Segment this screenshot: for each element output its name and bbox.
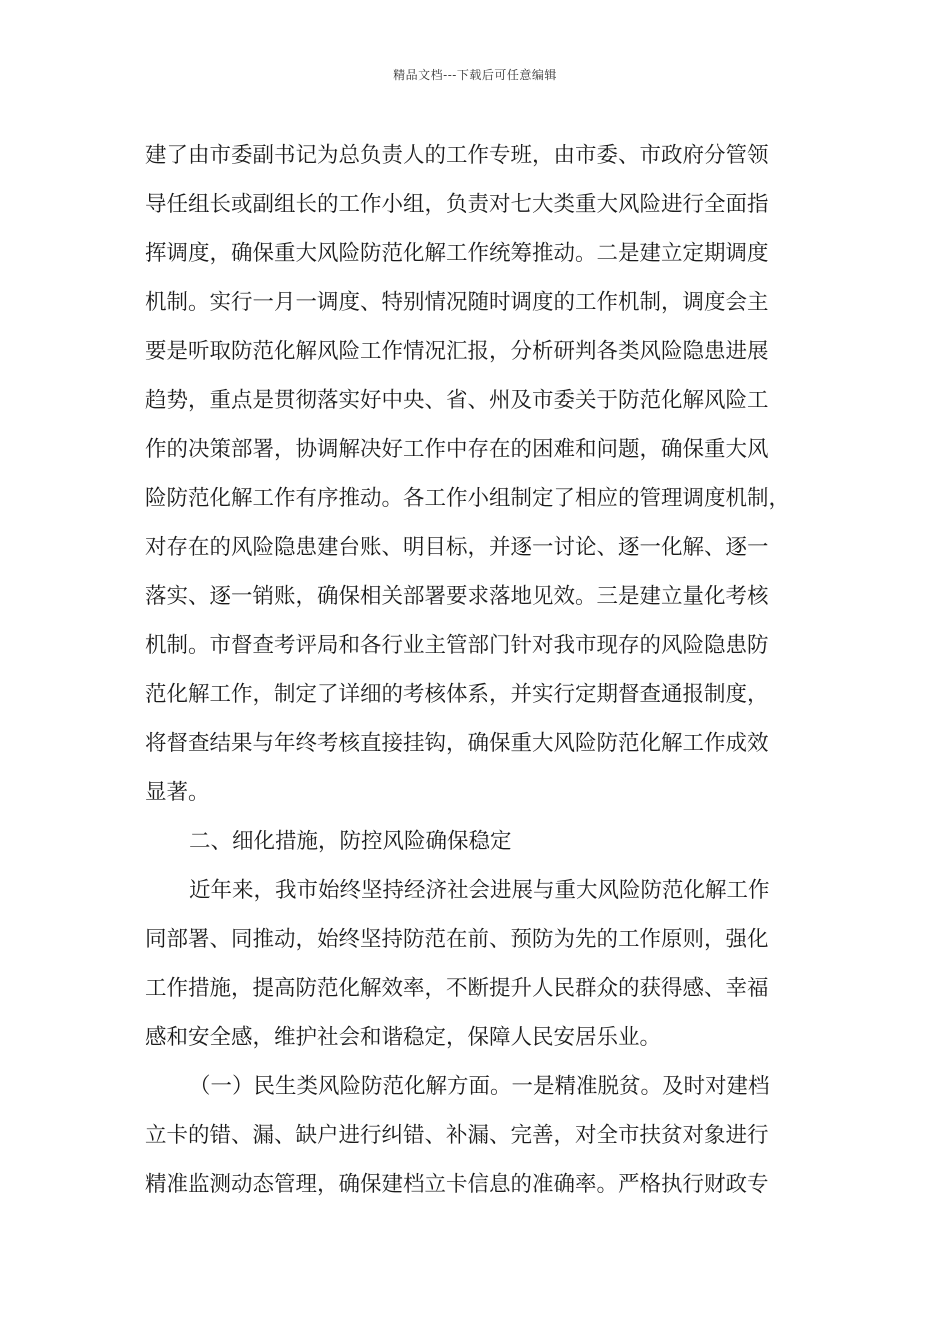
text-line: 要是听取防范化解风险工作情况汇报，分析研判各类风险隐患进展 xyxy=(145,339,769,364)
text-line: 险防范化解工作有序推动。各工作小组制定了相应的管理调度机制， xyxy=(145,486,791,511)
text-line: 挥调度，确保重大风险防范化解工作统筹推动。二是建立定期调度 xyxy=(145,241,769,266)
text-line: 精准监测动态管理，确保建档立卡信息的准确率。严格执行财政专 xyxy=(145,1172,769,1197)
document-body xyxy=(145,131,825,1209)
text-line: 立卡的错、漏、缺户进行纠错、补漏、完善，对全市扶贫对象进行 xyxy=(145,1123,769,1148)
text-line: 范化解工作，制定了详细的考核体系，并实行定期督查通报制度， xyxy=(145,682,769,707)
section-heading: 二、细化措施，防控风险确保稳定 xyxy=(189,829,512,854)
text-line: 对存在的风险隐患建台账、明目标，并逐一讨论、逐一化解、逐一 xyxy=(145,535,769,560)
text-line: 同部署、同推动，始终坚持防范在前、预防为先的工作原则，强化 xyxy=(145,927,769,952)
subsection-start-line: （一）民生类风险防范化解方面。一是精准脱贫。及时对建档 xyxy=(189,1074,770,1099)
text-line: 作的决策部署，协调解决好工作中存在的困难和问题，确保重大风 xyxy=(145,437,769,462)
text-line: 导任组长或副组长的工作小组，负责对七大类重大风险进行全面指 xyxy=(145,192,769,217)
text-line: 显著。 xyxy=(145,780,210,805)
text-line: 趋势，重点是贯彻落实好中央、省、州及市委关于防范化解风险工 xyxy=(145,388,769,413)
page-header: 精品文档---下载后可任意编辑 xyxy=(393,68,557,82)
text-line: 工作措施，提高防范化解效率，不断提升人民群众的获得感、幸福 xyxy=(145,976,769,1001)
text-line: 机制。市督查考评局和各行业主管部门针对我市现存的风险隐患防 xyxy=(145,633,769,658)
text-line: 感和安全感，维护社会和谐稳定，保障人民安居乐业。 xyxy=(145,1025,662,1050)
text-line: 落实、逐一销账，确保相关部署要求落地见效。三是建立量化考核 xyxy=(145,584,769,609)
text-line: 机制。实行一月一调度、特别情况随时调度的工作机制，调度会主 xyxy=(145,290,769,315)
text-line: 建了由市委副书记为总负责人的工作专班，由市委、市政府分管领 xyxy=(145,143,769,168)
paragraph-start-line: 近年来，我市始终坚持经济社会进展与重大风险防范化解工作 xyxy=(189,878,770,903)
text-line: 将督查结果与年终考核直接挂钩，确保重大风险防范化解工作成效 xyxy=(145,731,769,756)
